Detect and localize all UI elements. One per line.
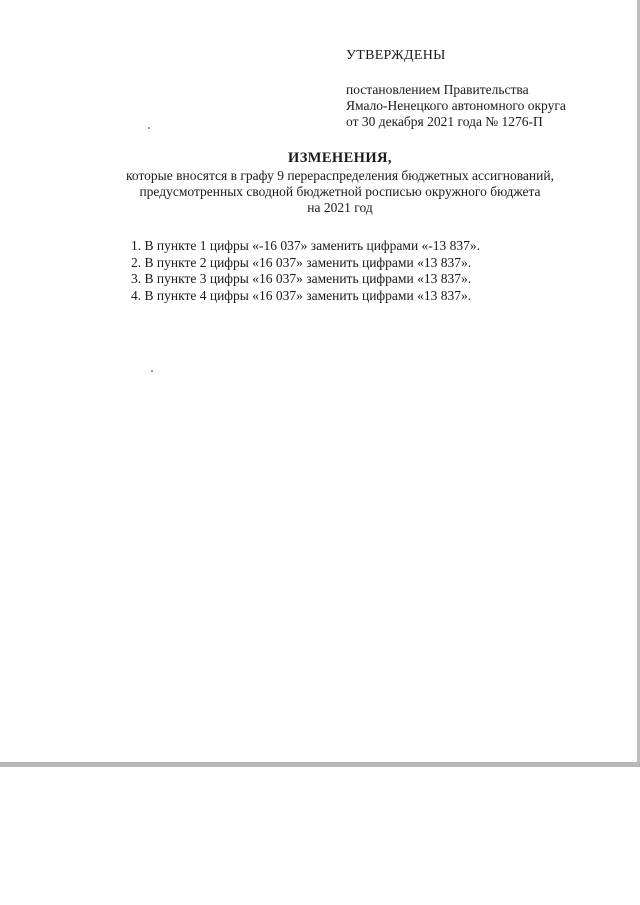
document-subtitle-line: предусмотренных сводной бюджетной росписью окружного бюджета <box>139 184 541 199</box>
amendment-item: 3. В пункте 3 цифры «16 037» заменить цифрами «13 837». <box>131 271 472 286</box>
document-subtitle-line: на 2021 год <box>307 200 373 215</box>
approval-stamp: УТВЕРЖДЕНЫ <box>346 48 446 63</box>
document-title: ИЗМЕНЕНИЯ, <box>288 150 392 166</box>
amendments-list <box>131 238 480 304</box>
amendment-item: 2. В пункте 2 цифры «16 037» заменить цифрами «13 837». <box>131 254 472 270</box>
document-header <box>80 150 600 216</box>
amendment-item: 4. В пункте 4 цифры «16 037» заменить цифрами «13 837». <box>131 287 472 303</box>
scan-speck <box>148 127 150 129</box>
document-subtitle-line: которые вносятся в графу 9 перераспределения бюджетных ассигнований, <box>126 168 554 183</box>
scan-speck <box>151 370 153 372</box>
approval-line: постановлением Правительства <box>346 82 529 97</box>
scan-bottom-edge <box>0 762 640 767</box>
approval-line: Ямало-Ненецкого автономного округа <box>346 98 566 113</box>
amendment-item: 1. В пункте 1 цифры «-16 037» заменить цифрами «-13 837». <box>131 238 481 253</box>
approval-block <box>346 48 626 130</box>
approval-line: от 30 декабря 2021 года № 1276-П <box>346 114 543 129</box>
